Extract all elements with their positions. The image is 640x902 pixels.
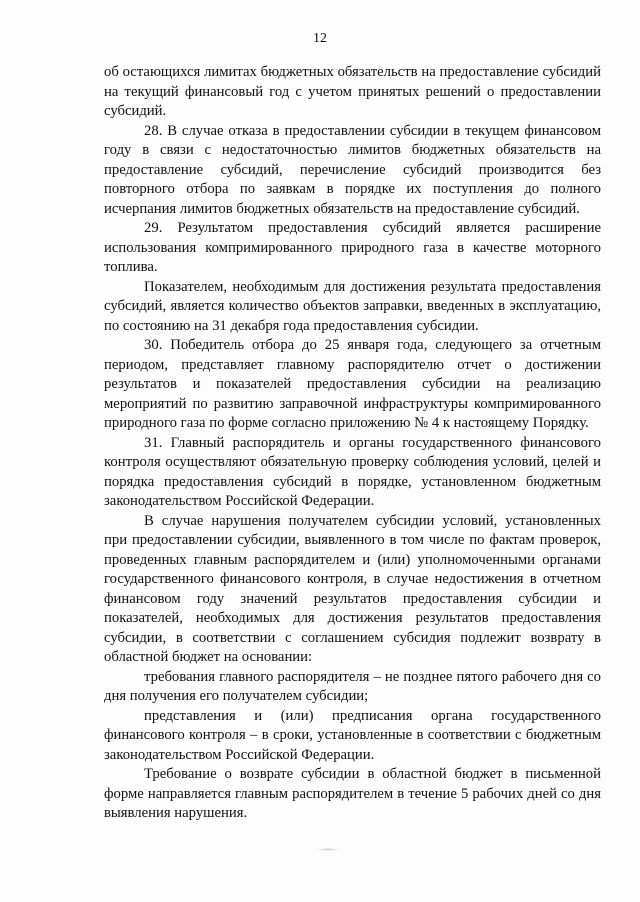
paragraph-31-violation: В случае нарушения получателем субсидии условий, установленных при предоставлении субсидии, выявленного в том числе по фактам проверок, проведенных главным распорядителем и (или) уполномоченными органами государственного финансового контроля, в случае недостижения в отчетном финансовом году значений результатов предоставления субсидии и показателей, необходимых для достижения результатов предоставления субсидии, в соответствии с соглашением субсидия подлежит возврату в областной бюджет на основании: — [104, 512, 601, 665]
paragraph-28: 28. В случае отказа в предоставлении субсидии в текущем финансовом году в связи с недостаточностью лимитов бюджетных обязательств на предоставление субсидий, перечисление субсидий производится без повторного отбора по заявкам в порядке их поступления до полного исчерпания лимитов бюджетных обязательств на предоставление субсидий. — [104, 122, 601, 217]
paragraph-29: 29. Результатом предоставления субсидий является расширение использования компримированного природного газа в качестве моторного топлива. — [104, 220, 601, 275]
paragraph-31-return-demand: Требование о возврате субсидии в областной бюджет в письменной форме направляется главным распорядителем в течение 5 рабочих дней со дня выявления нарушения. — [104, 766, 601, 821]
paragraph-31: 31. Главный распорядитель и органы государственного финансового контроля осуществляют обязательную проверку соблюдения условий, целей и порядка предоставления субсидий в порядке, установленном бюджетным законодательством Российской Федерации. — [104, 434, 601, 509]
paragraph-continuation: об остающихся лимитах бюджетных обязательств на предоставление субсидий на текущий финансовый год с учетом принятых решений о предоставлении субсидий. — [104, 64, 601, 119]
document-body — [104, 63, 601, 824]
paragraph-29-indicator: Показателем, необходимым для достижения результата предоставления субсидий, является количество объектов заправки, введенных в эксплуатацию, по состоянию на 31 декабря года предоставления субсидии. — [104, 278, 601, 334]
paragraph-31-prescription: представления и (или) предписания органа государственного финансового контроля – в сроки, установленные в соответствии с бюджетным законодательством Российской Федерации. — [104, 707, 601, 763]
page-number: 12 — [313, 31, 327, 46]
paragraph-30: 30. Победитель отбора до 25 января года, следующего за отчетным периодом, представляет главному распорядителю отчет о достижении результатов и показателей предоставления субсидии на реализацию мероприятий по развитию заправочной инфраструктуры компримированного природного газа по форме согласно приложению № 4 к настоящему Порядку. — [104, 337, 601, 431]
scan-smudge — [316, 848, 340, 851]
paragraph-31-requirement: требования главного распорядителя – не позднее пятого рабочего дня со дня получения его получателем субсидии; — [104, 668, 601, 704]
